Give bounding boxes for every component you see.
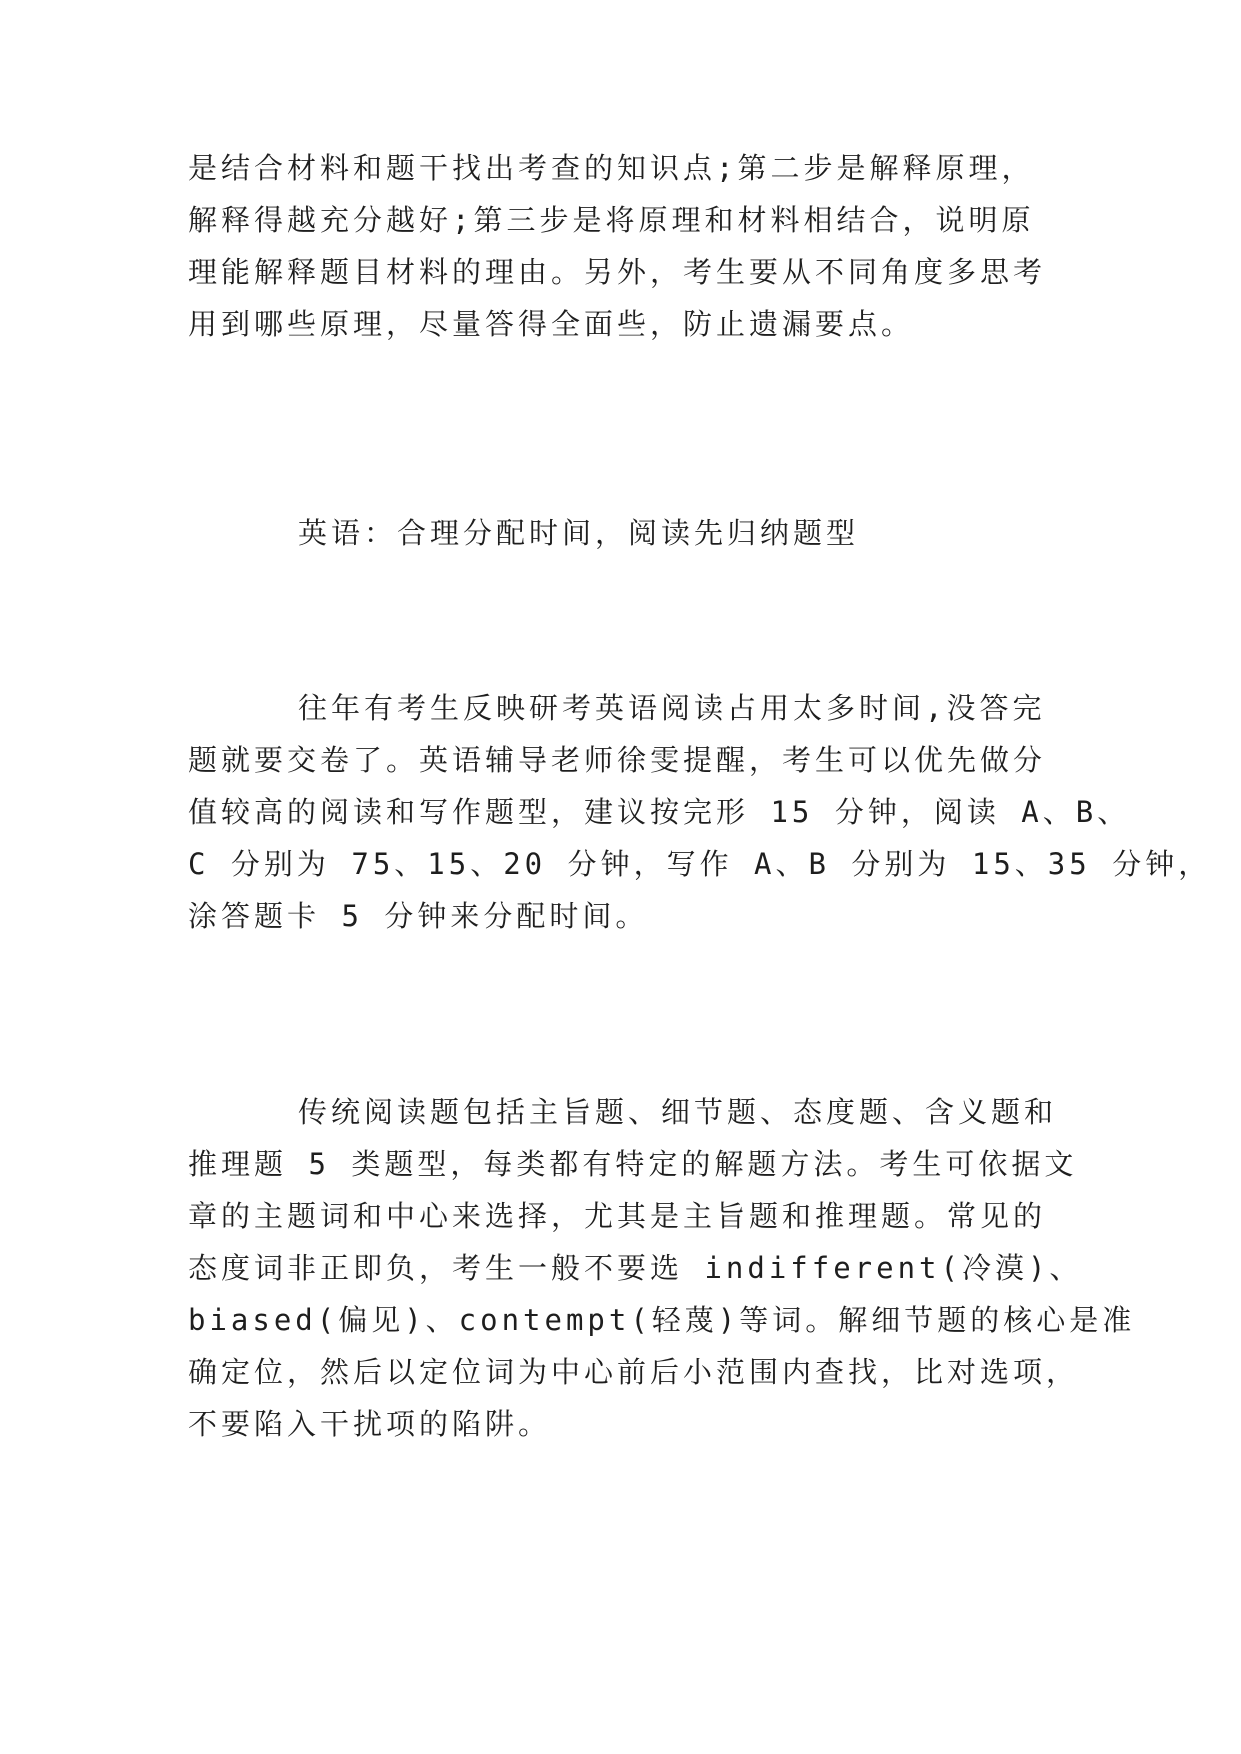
paragraph-line: 解释得越充分越好;第三步是将原理和材料相结合，说明原 [188,203,1035,237]
paragraph-line: C 分别为 75、15、20 分钟，写作 A、B 分别为 15、35 分钟， [188,847,1212,881]
paragraph-line: 确定位，然后以定位词为中心前后小范围内查找，比对选项， [188,1355,1080,1389]
paragraph-line: 题就要交卷了。英语辅导老师徐雯提醒，考生可以优先做分 [188,743,1047,777]
paragraph-line: 传统阅读题包括主旨题、细节题、态度题、含义题和 [298,1095,1058,1129]
paragraph-line: 涂答题卡 5 分钟来分配时间。 [188,899,649,933]
paragraph-line: 往年有考生反映研考英语阅读占用太多时间,没答完 [298,691,1046,725]
paragraph-line: 理能解释题目材料的理由。另外，考生要从不同角度多思考 [188,255,1047,289]
paragraph-line: 是结合材料和题干找出考查的知识点;第二步是解释原理， [188,151,1035,185]
paragraph-line: 态度词非正即负，考生一般不要选 indifferent(冷漠)、 [188,1251,1083,1285]
paragraph-line: 值较高的阅读和写作题型，建议按完形 15 分钟，阅读 A、B、 [188,795,1131,829]
paragraph-line: 推理题 5 类题型，每类都有特定的解题方法。考生可依据文 [188,1147,1078,1181]
section-heading: 英语：合理分配时间，阅读先归纳题型 [298,516,860,550]
paragraph-line: 不要陷入干扰项的陷阱。 [188,1407,552,1441]
paragraph-line: 用到哪些原理，尽量答得全面些，防止遗漏要点。 [188,307,915,341]
paragraph-line: biased(偏见)、contempt(轻蔑)等词。解细节题的核心是准 [188,1303,1136,1337]
paragraph-line: 章的主题词和中心来选择，尤其是主旨题和推理题。常见的 [188,1199,1047,1233]
